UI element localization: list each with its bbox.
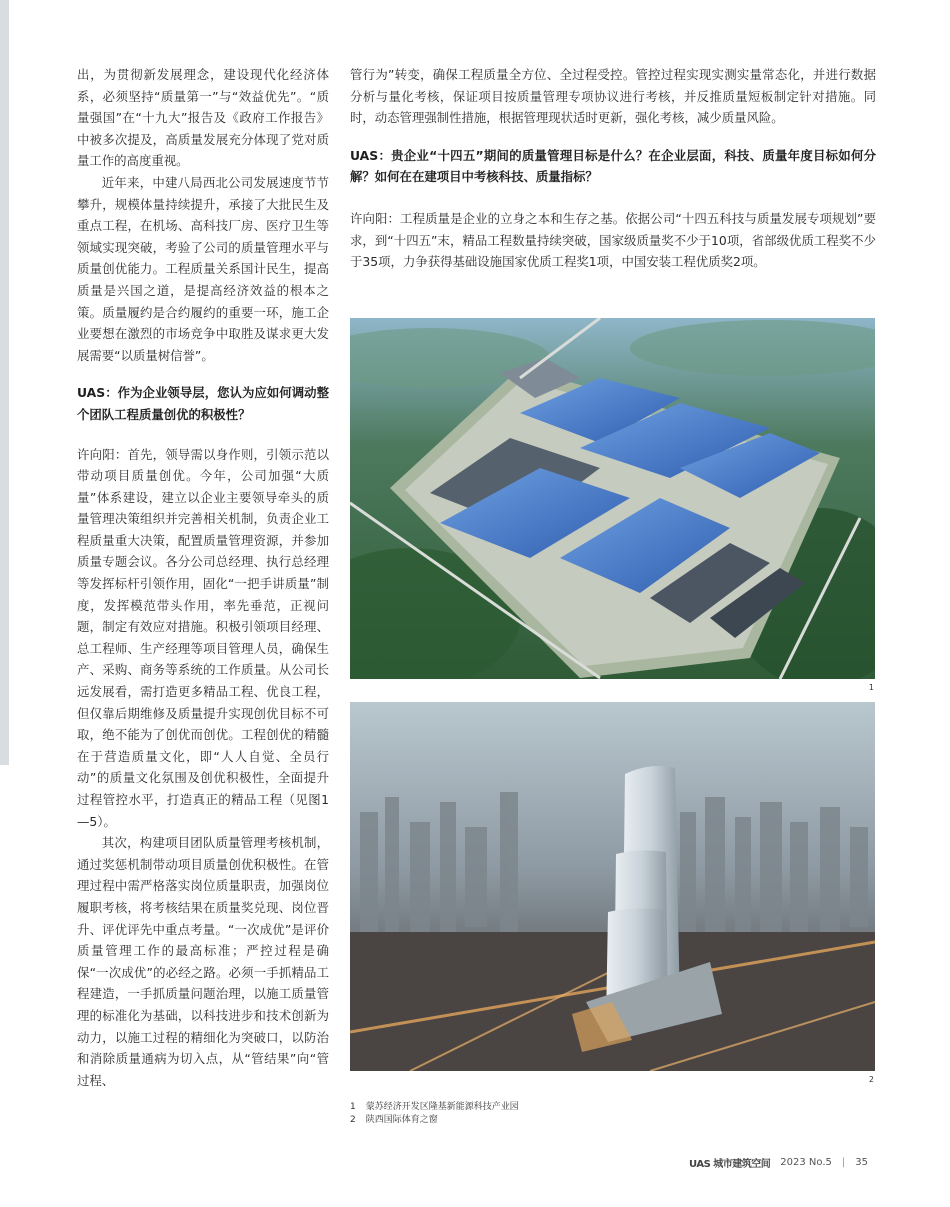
answer-1: 许向阳：首先，领导需以身作则，引领示范以带动项目质量创优。今年，公司加强“大质量”体系建设，建立以企业主要领导牵头的质量管理决策组织并完善相关机制，负责企业工程质量重大决策，配置质量管理资源，并参加质量专题会议。各分公司总经理、执行总经理等发挥标杆引领作用，固化“一把手讲质量”制度，发挥模范带头作用，率先垂范，正视问题，制定有效应对措施。积极引领项目经理、总工程师、生产经理等项目管理人员，确保生产、采购、商务等系统的工作质量。从公司长远发展看，需打造更多精品工程、优良工程，但仅靠后期维修及质量提升实现创优目标不可取，绝不能为了创优而创优。工程创优的精髓在于营造质量文化，即“人人自觉、全员行动”的质量文化氛围及创优积极性，全面提升过程管控水平，打造真正的精品工程（见图1—5）。 [77, 446, 329, 829]
left-column [77, 64, 329, 1091]
page-number: 35 [855, 1157, 868, 1168]
caption-1-number: 1 [350, 1102, 356, 1112]
photo-captions [350, 1101, 519, 1127]
issue-number: 2023 No.5 [780, 1157, 832, 1168]
photo-2-number: 2 [868, 1075, 874, 1084]
towers-illustration [350, 702, 875, 1071]
photo-industrial-park [350, 318, 875, 679]
page-footer [689, 1155, 868, 1170]
caption-1 [350, 1101, 519, 1114]
caption-1-text: 蒙苏经济开发区隆基新能源科技产业园 [365, 1102, 519, 1112]
paragraph-continuation: 管行为”转变，确保工程质量全方位、全过程受控。管控过程实现实测实量常态化，并进行数据分析与量化考核，保证项目按质量管理专项协议进行考核，并反推质量短板制定针对措施。同时，动态管理强制性措施，根据管理现状适时更新，强化考核，减少质量风险。 [350, 67, 876, 126]
question-1: UAS：作为企业领导层，您认为应如何调动整个团队工程质量创优的积极性？ [77, 385, 329, 422]
question-2: UAS：贵企业“十四五”期间的质量管理目标是什么？在企业层面，科技、质量年度目标如何分解？如何在在建项目中考核科技、质量指标？ [350, 147, 876, 185]
right-column [350, 64, 876, 273]
paragraph-development: 近年来，中建八局西北公司发展速度节节攀升，规模体量持续提升，承接了大批民生及重点工程，在机场、高科技厂房、医疗卫生等领域实现突破，考验了公司的质量管理水平与质量创优能力。工程质量关系国计民生，提高质量是兴国之道，是提高经济效益的根本之策。质量履约是合约履约的重要一环，施工企业要想在激烈的市场竞争中取胜及谋求更大发展需要“以质量树信誉”。 [77, 174, 329, 363]
paragraph-intro: 出，为贯彻新发展理念，建设现代化经济体系，必须坚持“质量第一”与“效益优先”。“质量强国”在“十九大”报告及《政府工作报告》中被多次提及，高质量发展充分体现了党对质量工作的高度重视。 [77, 67, 329, 169]
photo-high-rise-towers [350, 702, 875, 1071]
magazine-name: UAS 城市建筑空间 [689, 1159, 771, 1170]
caption-2-number: 2 [350, 1115, 356, 1125]
page-edge-bar [0, 0, 9, 765]
answer-2: 许向阳：工程质量是企业的立身之本和生存之基。依据公司“十四五科技与质量发展专项规划”要求，到“十四五”末，精品工程数量持续突破，国家级质量奖不少于10项，省部级优质工程奖不少于35项，力争获得基础设施国家优质工程奖1项，中国安装工程优质奖2项。 [350, 210, 876, 270]
industrial-park-illustration [350, 318, 875, 679]
footer-separator: | [841, 1157, 846, 1168]
paragraph-secondly: 其次，构建项目团队质量管理考核机制，通过奖惩机制带动项目质量创优积极性。在管理过程中需严格落实岗位质量职责，加强岗位履职考核，将考核结果在质量奖兑现、岗位晋升、评优评先中重点考量。“一次成优”是评价质量管理工作的最高标准；严控过程是确保“一次成优”的必经之路。必须一手抓精品工程建造，一手抓质量问题治理，以施工质量管理的标准化为基础，以科技进步和技术创新为动力，以施工过程的精细化为突破口，以防治和消除质量通病为切入点，从“管结果”向“管过程、 [77, 835, 329, 1088]
caption-2 [350, 1114, 519, 1127]
photo-1-number: 1 [868, 683, 874, 692]
caption-2-text: 陕西国际体育之窗 [365, 1115, 438, 1125]
